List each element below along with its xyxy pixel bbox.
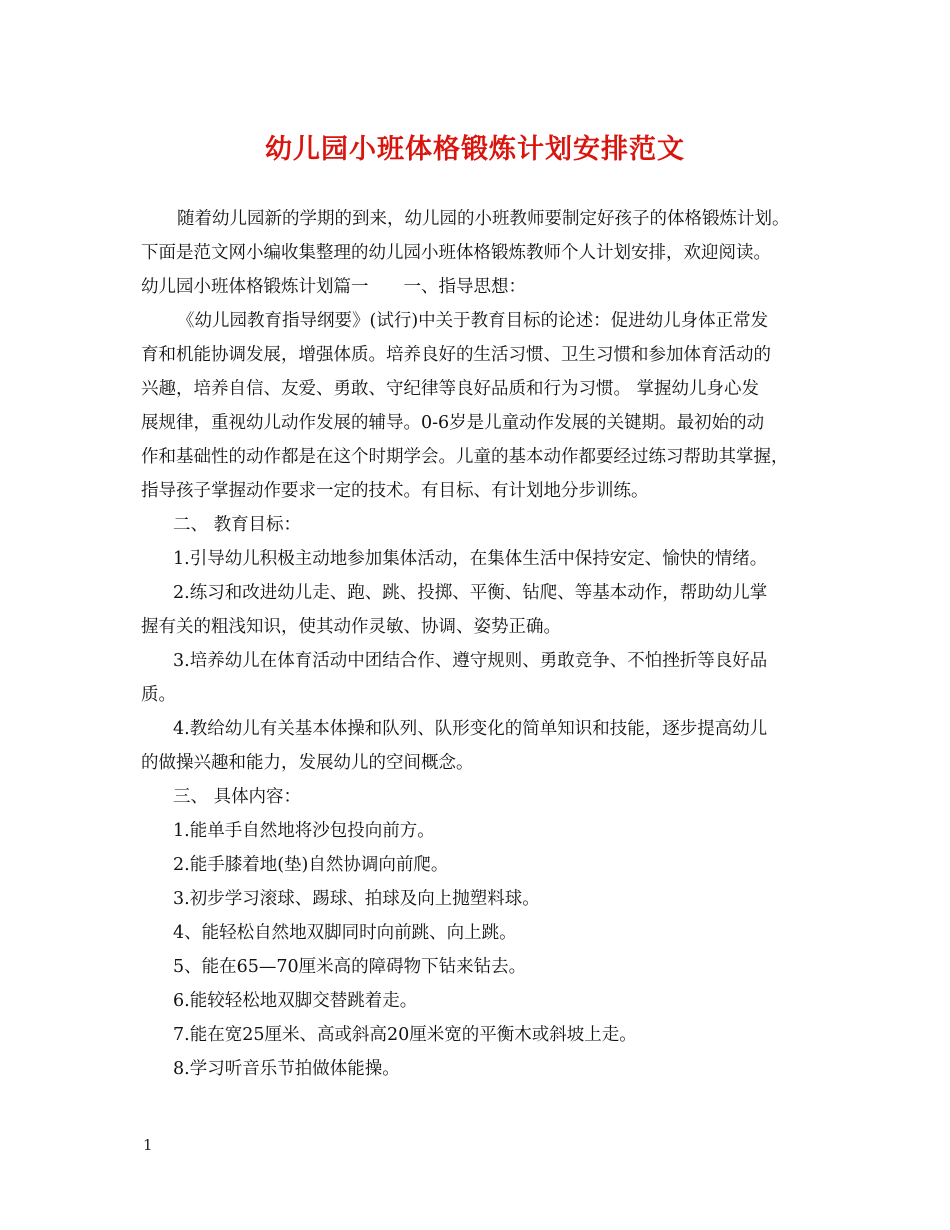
- paragraph-line: 作和基础性的动作都是在这个时期学会。儿童的基本动作都要经过练习帮助其掌握，: [141, 447, 789, 467]
- list-item: 3.初步学习滚球、踢球、拍球及向上抛塑料球。: [173, 889, 540, 909]
- list-item: 2.能手膝着地(垫)自然协调向前爬。: [173, 855, 449, 875]
- list-item-continuation: 的做操兴趣和能力，发展幼儿的空间概念。: [141, 753, 474, 773]
- list-item: 1.能单手自然地将沙包投向前方。: [173, 821, 435, 841]
- paragraph-line: 随着幼儿园新的学期的到来，幼儿园的小班教师要制定好孩子的体格锻炼计划。: [177, 209, 790, 229]
- page-number: 1: [143, 1136, 153, 1154]
- list-item: 1.引导幼儿积极主动地参加集体活动，在集体生活中保持安定、愉快的情绪。: [173, 549, 768, 569]
- list-item: 5、能在65—70厘米高的障碍物下钻来钻去。: [173, 957, 527, 977]
- document-title: 幼儿园小班体格锻炼计划安排范文: [265, 134, 685, 165]
- paragraph-line: 展规律，重视幼儿动作发展的辅导。0-6岁是儿童动作发展的关键期。最初始的动: [141, 413, 765, 433]
- list-item-continuation: 质。: [141, 685, 176, 705]
- list-item: 6.能较轻松地双脚交替跳着走。: [173, 991, 418, 1011]
- document-body: [141, 202, 821, 1086]
- list-item: 3.培养幼儿在体育活动中团结合作、遵守规则、勇敢竞争、不怕挫折等良好品: [173, 651, 768, 671]
- paragraph-line: 兴趣，培养自信、友爱、勇敢、守纪律等良好品质和行为习惯。 掌握幼儿身心发: [141, 379, 760, 399]
- list-item: 8.学习听音乐节拍做体能操。: [173, 1059, 400, 1079]
- paragraph-line: 下面是范文网小编收集整理的幼儿园小班体格锻炼教师个人计划安排，欢迎阅读。: [141, 243, 771, 263]
- section-heading: 三、 具体内容：: [173, 787, 302, 807]
- list-item: 4.教给幼儿有关基本体操和队列、队形变化的简单知识和技能，逐步提高幼儿: [173, 719, 768, 739]
- section-heading-line: 幼儿园小班体格锻炼计划篇一 一、指导思想：: [141, 277, 526, 297]
- list-item: 7.能在宽25厘米、高或斜高20厘米宽的平衡木或斜坡上走。: [173, 1025, 637, 1045]
- paragraph-line: 《幼儿园教育指导纲要》(试行)中关于教育目标的论述：促进幼儿身体正常发: [177, 311, 769, 331]
- section-heading: 二、 教育目标：: [173, 515, 302, 535]
- list-item: 4、能轻松自然地双脚同时向前跳、向上跳。: [173, 923, 517, 943]
- list-item: 2.练习和改进幼儿走、跑、跳、投掷、平衡、钻爬、等基本动作，帮助幼儿掌: [173, 583, 768, 603]
- paragraph-line: 育和机能协调发展，增强体质。培养良好的生活习惯、卫生习惯和参加体育活动的: [141, 345, 771, 365]
- list-item-continuation: 握有关的粗浅知识，使其动作灵敏、协调、姿势正确。: [141, 617, 561, 637]
- paragraph-line: 指导孩子掌握动作要求一定的技术。有目标、有计划地分步训练。: [141, 481, 649, 501]
